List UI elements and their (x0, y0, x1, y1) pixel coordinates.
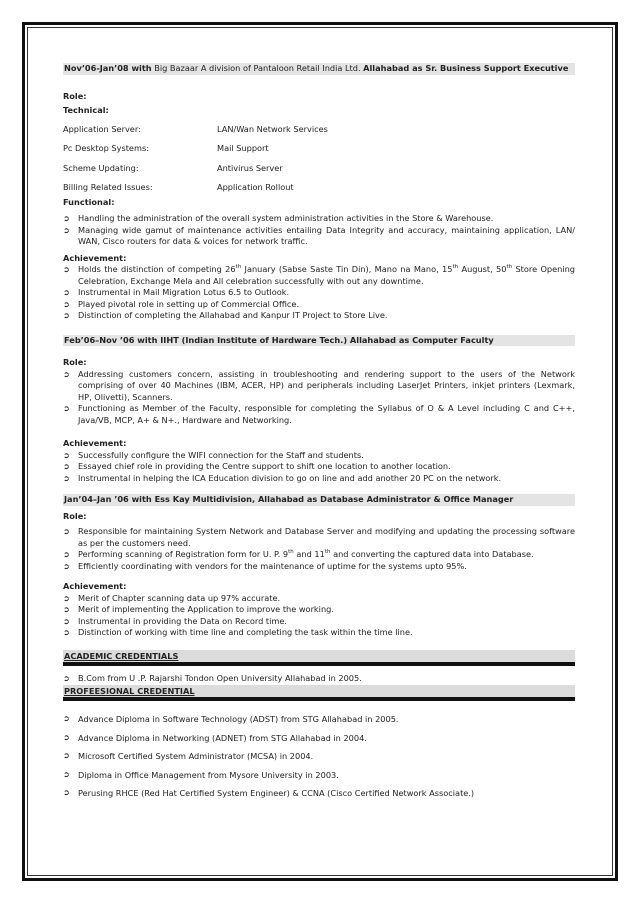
superscript: th (288, 549, 294, 555)
list-item (63, 225, 575, 248)
bullet-list (63, 673, 575, 685)
list-item (63, 526, 575, 549)
superscript: th (235, 264, 242, 270)
technical-key: Billing Related Issues: (63, 182, 153, 192)
list-item (63, 264, 575, 287)
list-item-text: Distinction of completing the Allahabad and Kanpur IT Project to Store Live. (78, 310, 388, 320)
list-item-text: Microsoft Certified System Administrator (MCSA) in 2004. (78, 751, 314, 762)
list-item (63, 604, 575, 616)
list-item (63, 450, 575, 462)
arrow-bullet-icon: ➲ (63, 605, 70, 614)
list-item-text: Functioning as Member of the Faculty, responsible for completing the Syllabus of O & A Level including C and C++, Java/VB, MCP, A+ & N+., Hardware and Networking. (78, 403, 575, 425)
technical-label: Technical: (63, 105, 109, 115)
list-item-text: Diploma in Office Management from Mysore University in 2003. (78, 769, 339, 780)
superscript: th (506, 264, 513, 270)
list-item-text: Instrumental in helping the ICA Education division to go on line and add another 20 PC on the network. (78, 472, 502, 483)
list-item-text: Merit of Chapter scanning data up 97% accurate. (78, 592, 281, 603)
bullet-list (63, 264, 575, 322)
list-item (63, 593, 575, 605)
arrow-bullet-icon: ➲ (63, 616, 70, 626)
list-item-text: Perusing RHCE (Red Hat Certified System Engineer) & CCNA (Cisco Certified Network Associate.) (78, 788, 475, 799)
list-item (63, 299, 575, 311)
functional-label: Functional: (63, 196, 115, 207)
arrow-bullet-icon: ➲ (63, 732, 70, 742)
arrow-bullet-icon: ➲ (63, 473, 70, 483)
list-item (63, 784, 575, 803)
arrow-bullet-icon: ➲ (63, 769, 70, 779)
superscript: th (324, 549, 331, 555)
job-header: Jan’04–Jan ’06 with Ess Kay Multidivision, Allahabad as Database Administrator & Office Manager (63, 494, 575, 506)
technical-value: Mail Support (217, 143, 269, 153)
list-item (63, 473, 575, 485)
text-segment: August, 50 (458, 264, 507, 274)
list-item (63, 673, 575, 685)
resume-document (63, 63, 575, 803)
list-item-text: Responsible for maintaining System Network and Database Server and modifying and updating the processing software as per the customers need. (78, 526, 575, 548)
list-item-text: Managing wide gamut of maintenance activities entailing Data Integrity and accuracy, maintaining application, LAN/ WAN, Cisco routers for data & voices for network traffic. (78, 224, 575, 246)
professional-credential-heading: PROFEESIONAL CREDENTIAL (63, 685, 575, 701)
list-item-text: Efficiently coordinating with vendors for the maintenance of uptime for the systems upto 95%. (78, 560, 467, 571)
arrow-bullet-icon: ➲ (63, 299, 70, 309)
technical-row (63, 120, 575, 140)
role-label: Role: (63, 510, 87, 521)
arrow-bullet-icon: ➲ (63, 288, 70, 297)
list-item (63, 747, 575, 766)
technical-row (63, 178, 575, 198)
arrow-bullet-icon: ➲ (63, 369, 70, 379)
bullet-list (63, 526, 575, 572)
achievement-label: Achievement: (63, 438, 127, 448)
arrow-bullet-icon: ➲ (63, 404, 70, 413)
arrow-bullet-icon: ➲ (63, 265, 70, 274)
arrow-bullet-icon: ➲ (63, 593, 70, 603)
achievement-label: Achievement: (63, 252, 127, 263)
arrow-bullet-icon: ➲ (63, 561, 70, 571)
arrow-bullet-icon: ➲ (63, 462, 70, 471)
bullet-list (63, 369, 575, 427)
list-item-text: Successfully configure the WIFI connection for the Staff and students. (78, 449, 364, 460)
job-header: Feb’06–Nov ’06 with IIHT (Indian Institute of Hardware Tech.) Allahabad as Computer Faculty (63, 335, 575, 347)
bullet-list (63, 593, 575, 639)
achievement-label: Achievement: (63, 581, 127, 591)
list-item (63, 561, 575, 573)
list-item (63, 287, 575, 299)
superscript: th (452, 264, 459, 270)
list-item-text: Advance Diploma in Networking (ADNET) from STG Allahabad in 2004. (78, 732, 367, 743)
role-label: Role: (63, 357, 87, 367)
list-item (63, 766, 575, 785)
text-segment: and converting the captured data into Database. (330, 549, 534, 559)
list-item (63, 461, 575, 473)
job-company: Big Bazaar A division of Pantaloon Retail India Ltd. (151, 63, 364, 73)
text-segment: Store Opening Celebration, Exchange Mela and All celebration successfully with out any downtime. (78, 264, 575, 286)
list-item-text: Addressing customers concern, assisting in troubleshooting and rendering support to the users of the Network comprising of over 40 Machines (IBM, ACER, HP) and peripherals including LaserJet Printers, inkjet printers (Lexmark, HP, Olivetti), Scanners. (78, 368, 575, 402)
bullet-list (63, 213, 575, 248)
text-segment: and 11 (293, 549, 325, 559)
list-item (63, 616, 575, 628)
text-segment: Holds the distinction of competing 26 (78, 264, 236, 274)
technical-table (63, 120, 575, 198)
arrow-bullet-icon: ➲ (63, 225, 70, 235)
job-position: Allahabad as Sr. Business Support Executive (363, 63, 569, 73)
job-period: Nov’06-Jan’08 with (64, 63, 152, 73)
technical-key: Scheme Updating: (63, 162, 139, 173)
academic-credentials-heading: ACADEMIC CREDENTIALS (63, 650, 575, 666)
arrow-bullet-icon: ➲ (63, 673, 70, 683)
technical-row (63, 139, 575, 159)
technical-value: Application Rollout (217, 182, 294, 192)
technical-key: Application Server: (63, 123, 141, 134)
bullet-list (63, 710, 575, 803)
arrow-bullet-icon: ➲ (63, 628, 70, 637)
list-item-text: Essayed chief role in providing the Centre support to shift one location to another location. (78, 461, 451, 471)
technical-value: Antivirus Server (217, 162, 283, 173)
arrow-bullet-icon: ➲ (63, 550, 70, 559)
list-item (63, 310, 575, 322)
bullet-list (63, 450, 575, 485)
arrow-bullet-icon: ➲ (63, 214, 70, 223)
arrow-bullet-icon: ➲ (63, 450, 70, 460)
list-item-text: B.Com from U .P. Rajarshi Tondon Open University Allahabad in 2005. (78, 672, 362, 683)
list-item-text: Merit of implementing the Application to improve the working. (78, 604, 334, 614)
list-item-text: Distinction of working with time line and completing the task within the time line. (78, 627, 413, 637)
list-item-text: Played pivotal role in setting up of Commercial Office. (78, 298, 300, 309)
arrow-bullet-icon: ➲ (63, 751, 70, 761)
list-item (63, 627, 575, 639)
technical-row (63, 159, 575, 179)
list-item (63, 403, 575, 426)
list-item (63, 710, 575, 729)
list-item-text: Advance Diploma in Software Technology (ADST) from STG Allahabad in 2005. (78, 714, 399, 724)
list-item-text: Instrumental in providing the Data on Record time. (78, 615, 287, 626)
technical-value: LAN/Wan Network Services (217, 123, 328, 134)
arrow-bullet-icon: ➲ (63, 311, 70, 320)
list-item-text: Handling the administration of the overall system administration activities in the Store & Warehouse. (78, 213, 494, 223)
list-item-text: Instrumental in Mail Migration Lotus 6.5 to Outlook. (78, 287, 290, 297)
arrow-bullet-icon: ➲ (63, 714, 70, 723)
job-header (63, 63, 575, 75)
list-item (63, 549, 575, 561)
arrow-bullet-icon: ➲ (63, 788, 70, 798)
role-label: Role: (63, 90, 87, 101)
list-item (63, 213, 575, 225)
list-item (63, 729, 575, 748)
arrow-bullet-icon: ➲ (63, 527, 70, 536)
text-segment: Performing scanning of Registration form for U. P. 9 (78, 549, 289, 559)
list-item (63, 369, 575, 404)
text-segment: January (Sabse Saste Tin Din), Mano na Mano, 15 (241, 264, 453, 274)
technical-key: Pc Desktop Systems: (63, 143, 149, 153)
